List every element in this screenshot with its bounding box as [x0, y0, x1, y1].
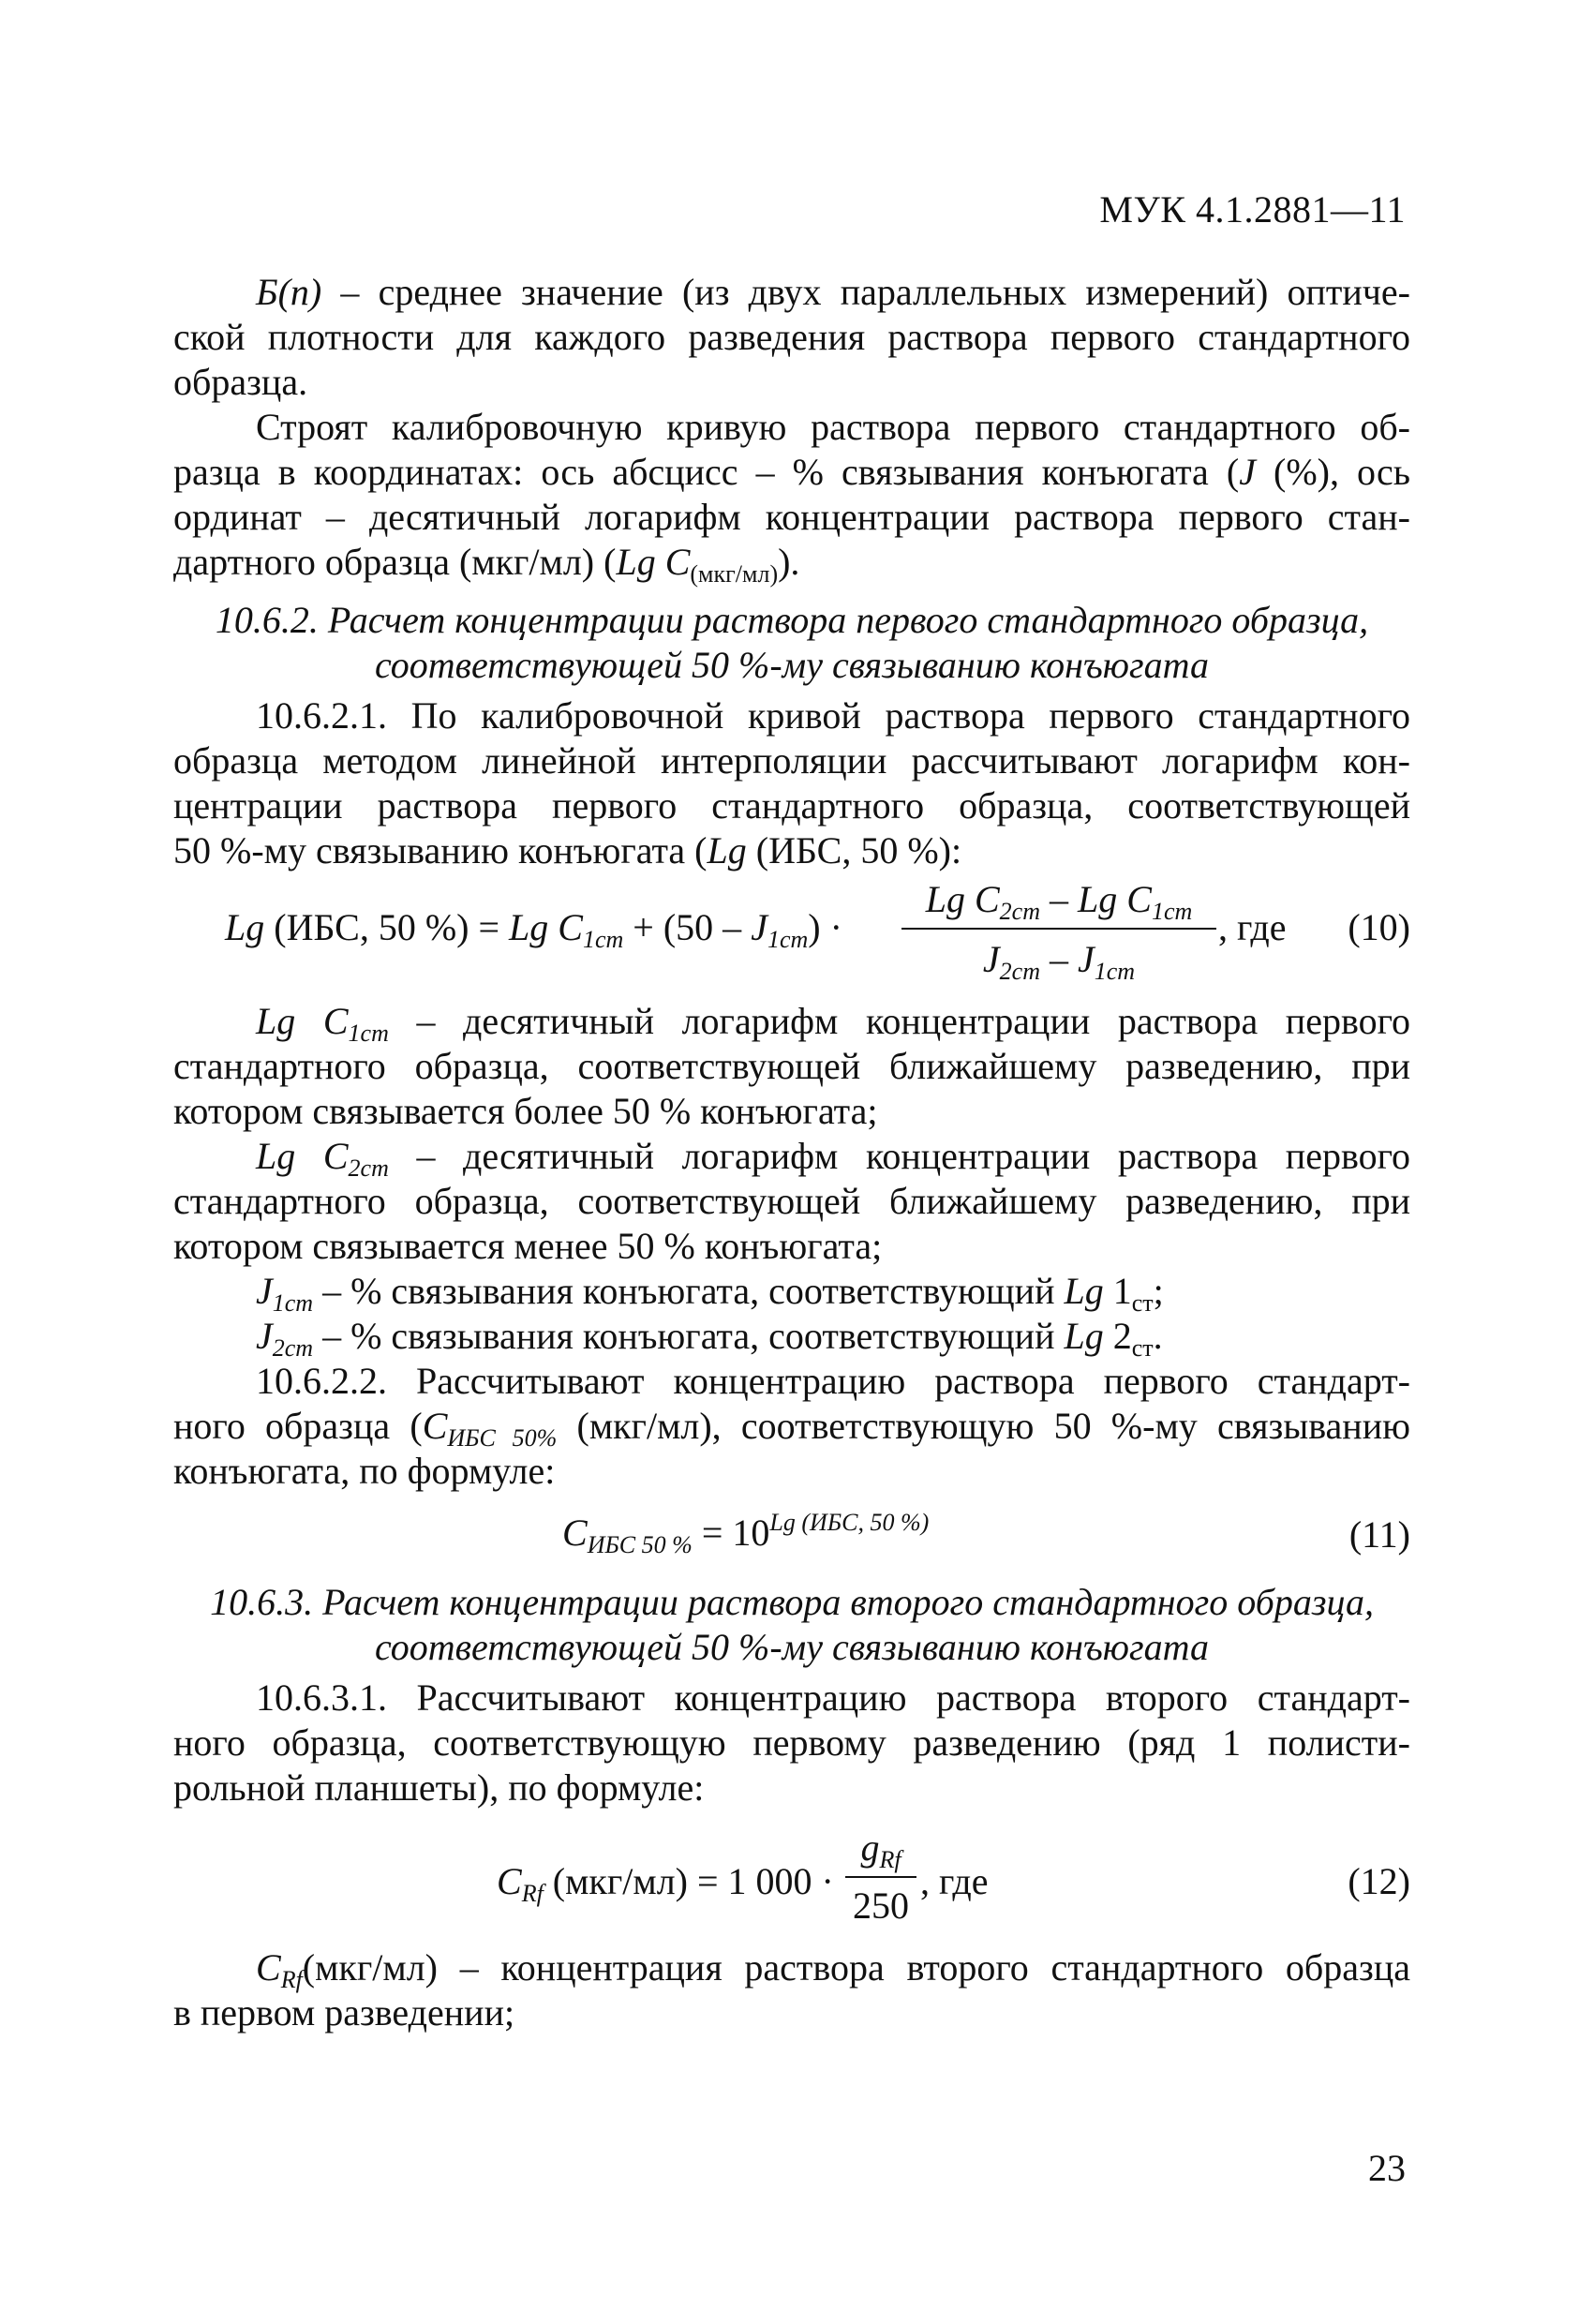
page-number: 23 — [1368, 2147, 1406, 2189]
para2-line3: ординат – десятичный логарифм концентрации раствора первого стан- — [173, 496, 1410, 538]
equation-11: $C_{ИБС 50 \%} = 10^{Lg (ИБС, 50 \%)}$ — [562, 1509, 930, 1558]
equation-12-where: , где — [920, 1860, 989, 1902]
para-10631-line3: рольной планшеты), по формуле: — [173, 1766, 705, 1809]
def-lgc1-line1: Lg $C_{1ст}$ – десятичный логарифм концентрации раствора первого — [256, 1000, 1410, 1047]
para-10621-line3: центрации раствора первого стандартного образца, соответствующей — [173, 784, 1410, 827]
section-10-6-3-heading-line1: 10.6.3. Расчет концентрации раствора второго стандартного образца, — [210, 1581, 1374, 1623]
para1-line3: образца. — [173, 361, 308, 403]
para-10621-line4: 50 %-му связыванию конъюгата (Lg (ИБС, 50 %): — [173, 829, 962, 872]
def-lgc2-line1: Lg $C_{2ст}$ – десятичный логарифм концентрации раствора первого — [256, 1135, 1410, 1182]
def-lgc1-line2: стандартного образца, соответствующей ближайшему разведению, при — [173, 1045, 1410, 1087]
section-10-6-2-heading-line1: 10.6.2. Расчет концентрации раствора первого стандартного образца, — [215, 599, 1369, 641]
section-10-6-3-heading-line2: соответствующей 50 %-му связыванию конъюгата — [375, 1626, 1209, 1668]
equation-10-numerator: Lg $C_{2ст}$ – Lg $C_{1ст}$ — [925, 878, 1193, 925]
para-10622-line2: ного образца ($C_{ИБС 50\%}$ (мкг/мл), соответствующую 50 %-му связыванию — [173, 1405, 1411, 1452]
equation-11-number: (11) — [1348, 1513, 1410, 1556]
para1-line1: Б(n) – среднее значение (из двух параллельных измерений) оптиче- — [256, 271, 1410, 313]
equation-10-where: , где — [1218, 906, 1287, 948]
def-lgc1-line3: котором связывается более 50 % конъюгата; — [173, 1090, 878, 1132]
equation-10-denominator: $J_{2ст} - J_{1ст}$ — [982, 938, 1136, 985]
equation-10-lhs: Lg (ИБС, 50 %) = Lg $C_{1ст} + (50 - J_{1ст})$ · — [225, 906, 842, 953]
para-10622-line1: 10.6.2.2. Рассчитывают концентрацию раствора первого стандарт- — [256, 1360, 1410, 1402]
section-10-6-2-heading-line2: соответствующей 50 %-му связыванию конъюгата — [375, 644, 1209, 686]
def-lgc2-line3: котором связывается менее 50 % конъюгата; — [173, 1225, 883, 1267]
def-crf-line1: $C_{Rf}(мкг/мл)$ – концентрация раствора второго стандартного образца — [256, 1946, 1410, 1993]
equation-12-numerator: $g_{Rf}$ — [860, 1826, 901, 1873]
def-j1: $J_{1ст}$ – % связывания конъюгата, соответствующий Lg $1_{ст}$; — [256, 1270, 1164, 1317]
para1-line2: ской плотности для каждого разведения раствора первого стандартного — [173, 316, 1410, 358]
equation-12-fraction-bar — [845, 1876, 916, 1878]
document-code-header: МУК 4.1.2881—11 — [1099, 188, 1406, 231]
para-10622-line3: конъюгата, по формуле: — [173, 1450, 556, 1492]
para2-line1: Строят калибровочную кривую раствора первого стандартного об- — [256, 406, 1410, 448]
para-10621-line2: образца методом линейной интерполяции рассчитывают логарифм кон- — [173, 739, 1410, 782]
equation-12-number: (12) — [1348, 1860, 1410, 1902]
def-j2: $J_{2ст}$ – % связывания конъюгата, соответствующий Lg $2_{ст}$. — [256, 1315, 1163, 1362]
equation-12-denominator: 250 — [853, 1885, 909, 1927]
para-10631-line1: 10.6.3.1. Рассчитывают концентрацию раствора второго стандарт- — [256, 1676, 1410, 1719]
def-lgc2-line2: стандартного образца, соответствующей ближайшему разведению, при — [173, 1180, 1410, 1222]
equation-10-number: (10) — [1348, 906, 1410, 948]
para-10621-line1: 10.6.2.1. По калибровочной кривой раствора первого стандартного — [256, 694, 1410, 737]
equation-10-fraction-bar — [901, 928, 1216, 930]
para-10631-line2: ного образца, соответствующую первому разведению (ряд 1 полисти- — [173, 1721, 1410, 1764]
para2-line2: разца в координатах: ось абсцисс – % связывания конъюгата (J (%), ось — [173, 451, 1411, 493]
def-crf-line2: в первом разведении; — [173, 1991, 515, 2034]
equation-12-lhs: $C_{Rf}$ (мкг/мл) = 1 000 · — [497, 1860, 834, 1907]
para2-line4: дартного образца (мкг/мл) (Lg $C_{(мкг/мл)}$). — [173, 541, 800, 588]
